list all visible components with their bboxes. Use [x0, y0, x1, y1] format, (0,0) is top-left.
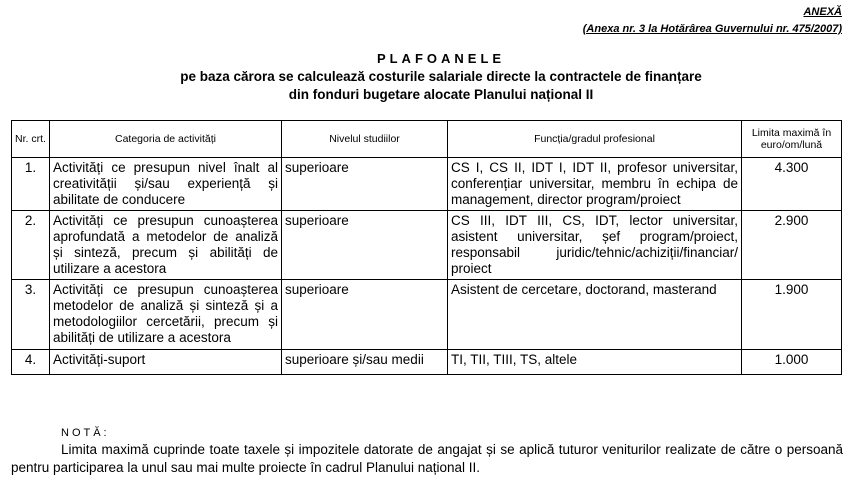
row-function: TI, TII, TIII, TS, altele — [448, 350, 742, 375]
row-level: superioare — [282, 158, 448, 211]
row-function: Asistent de cercetare, doctorand, masterand — [448, 280, 742, 350]
note-section — [11, 425, 843, 477]
document-title — [0, 50, 852, 104]
ceilings-table — [11, 120, 842, 375]
table-row — [12, 211, 842, 280]
row-nr: 2. — [12, 211, 50, 280]
header-category: Categoria de activități — [50, 121, 282, 158]
row-function: CS I, CS II, IDT I, IDT II, profesor universitar, conferențiar universitar, membru în echipa de management, director program/proiect — [448, 158, 742, 211]
table-row — [12, 158, 842, 211]
header-function: Funcția/gradul profesional — [448, 121, 742, 158]
row-nr: 1. — [12, 158, 50, 211]
table-row — [12, 350, 842, 375]
annex-label: ANEXĂ — [803, 6, 842, 18]
row-function: CS III, IDT III, CS, IDT, lector universitar, asistent universitar, șef program/proiect, responsabil juridic/tehnic/achiziții/financiar/ proiect — [448, 211, 742, 280]
header-limit: Limita maximă în euro/om/lună — [742, 121, 842, 158]
row-limit: 2.900 — [742, 211, 842, 280]
row-limit: 1.900 — [742, 280, 842, 350]
row-level: superioare — [282, 211, 448, 280]
title-main: PLAFOANELE — [376, 51, 506, 66]
row-category: Activități ce presupun cunoașterea metodelor de analiză și sinteză și a metodologiilor cercetării, precum și abilități de utilizare a acestora — [50, 280, 282, 350]
annex-reference: (Anexa nr. 3 la Hotărârea Guvernului nr. 475/2007) — [582, 23, 842, 35]
title-line-2: din fonduri bugetare alocate Planului național II — [288, 87, 594, 102]
row-limit: 1.000 — [742, 350, 842, 375]
note-label: NOTĂ: — [61, 427, 110, 439]
table-header-row — [12, 121, 842, 158]
title-line-1: pe baza cărora se calculează costurile salariale directe la contractele de finanțare — [180, 69, 702, 84]
row-category: Activități ce presupun nivel înalt al creativității și/sau experiență și abilitate de conducere — [50, 158, 282, 211]
row-category: Activități-suport — [50, 350, 282, 375]
row-nr: 4. — [12, 350, 50, 375]
row-level: superioare și/sau medii — [282, 350, 448, 375]
header-nr: Nr. crt. — [12, 121, 50, 158]
annex-header — [583, 4, 842, 38]
row-nr: 3. — [12, 280, 50, 350]
row-limit: 4.300 — [742, 158, 842, 211]
table-row — [12, 280, 842, 350]
row-level: superioare — [282, 280, 448, 350]
header-level: Nivelul studiilor — [282, 121, 448, 158]
row-category: Activități ce presupun cunoașterea aprofundată a metodelor de analiză și sinteză, precum și abilități de utilizare a acestora — [50, 211, 282, 280]
note-text: Limita maximă cuprinde toate taxele și impozitele datorate de angajat și se aplică tuturor veniturilor realizate de către o persoană pentru participarea la unul sau mai multe proiecte în cadrul Planului național II. — [11, 442, 843, 475]
